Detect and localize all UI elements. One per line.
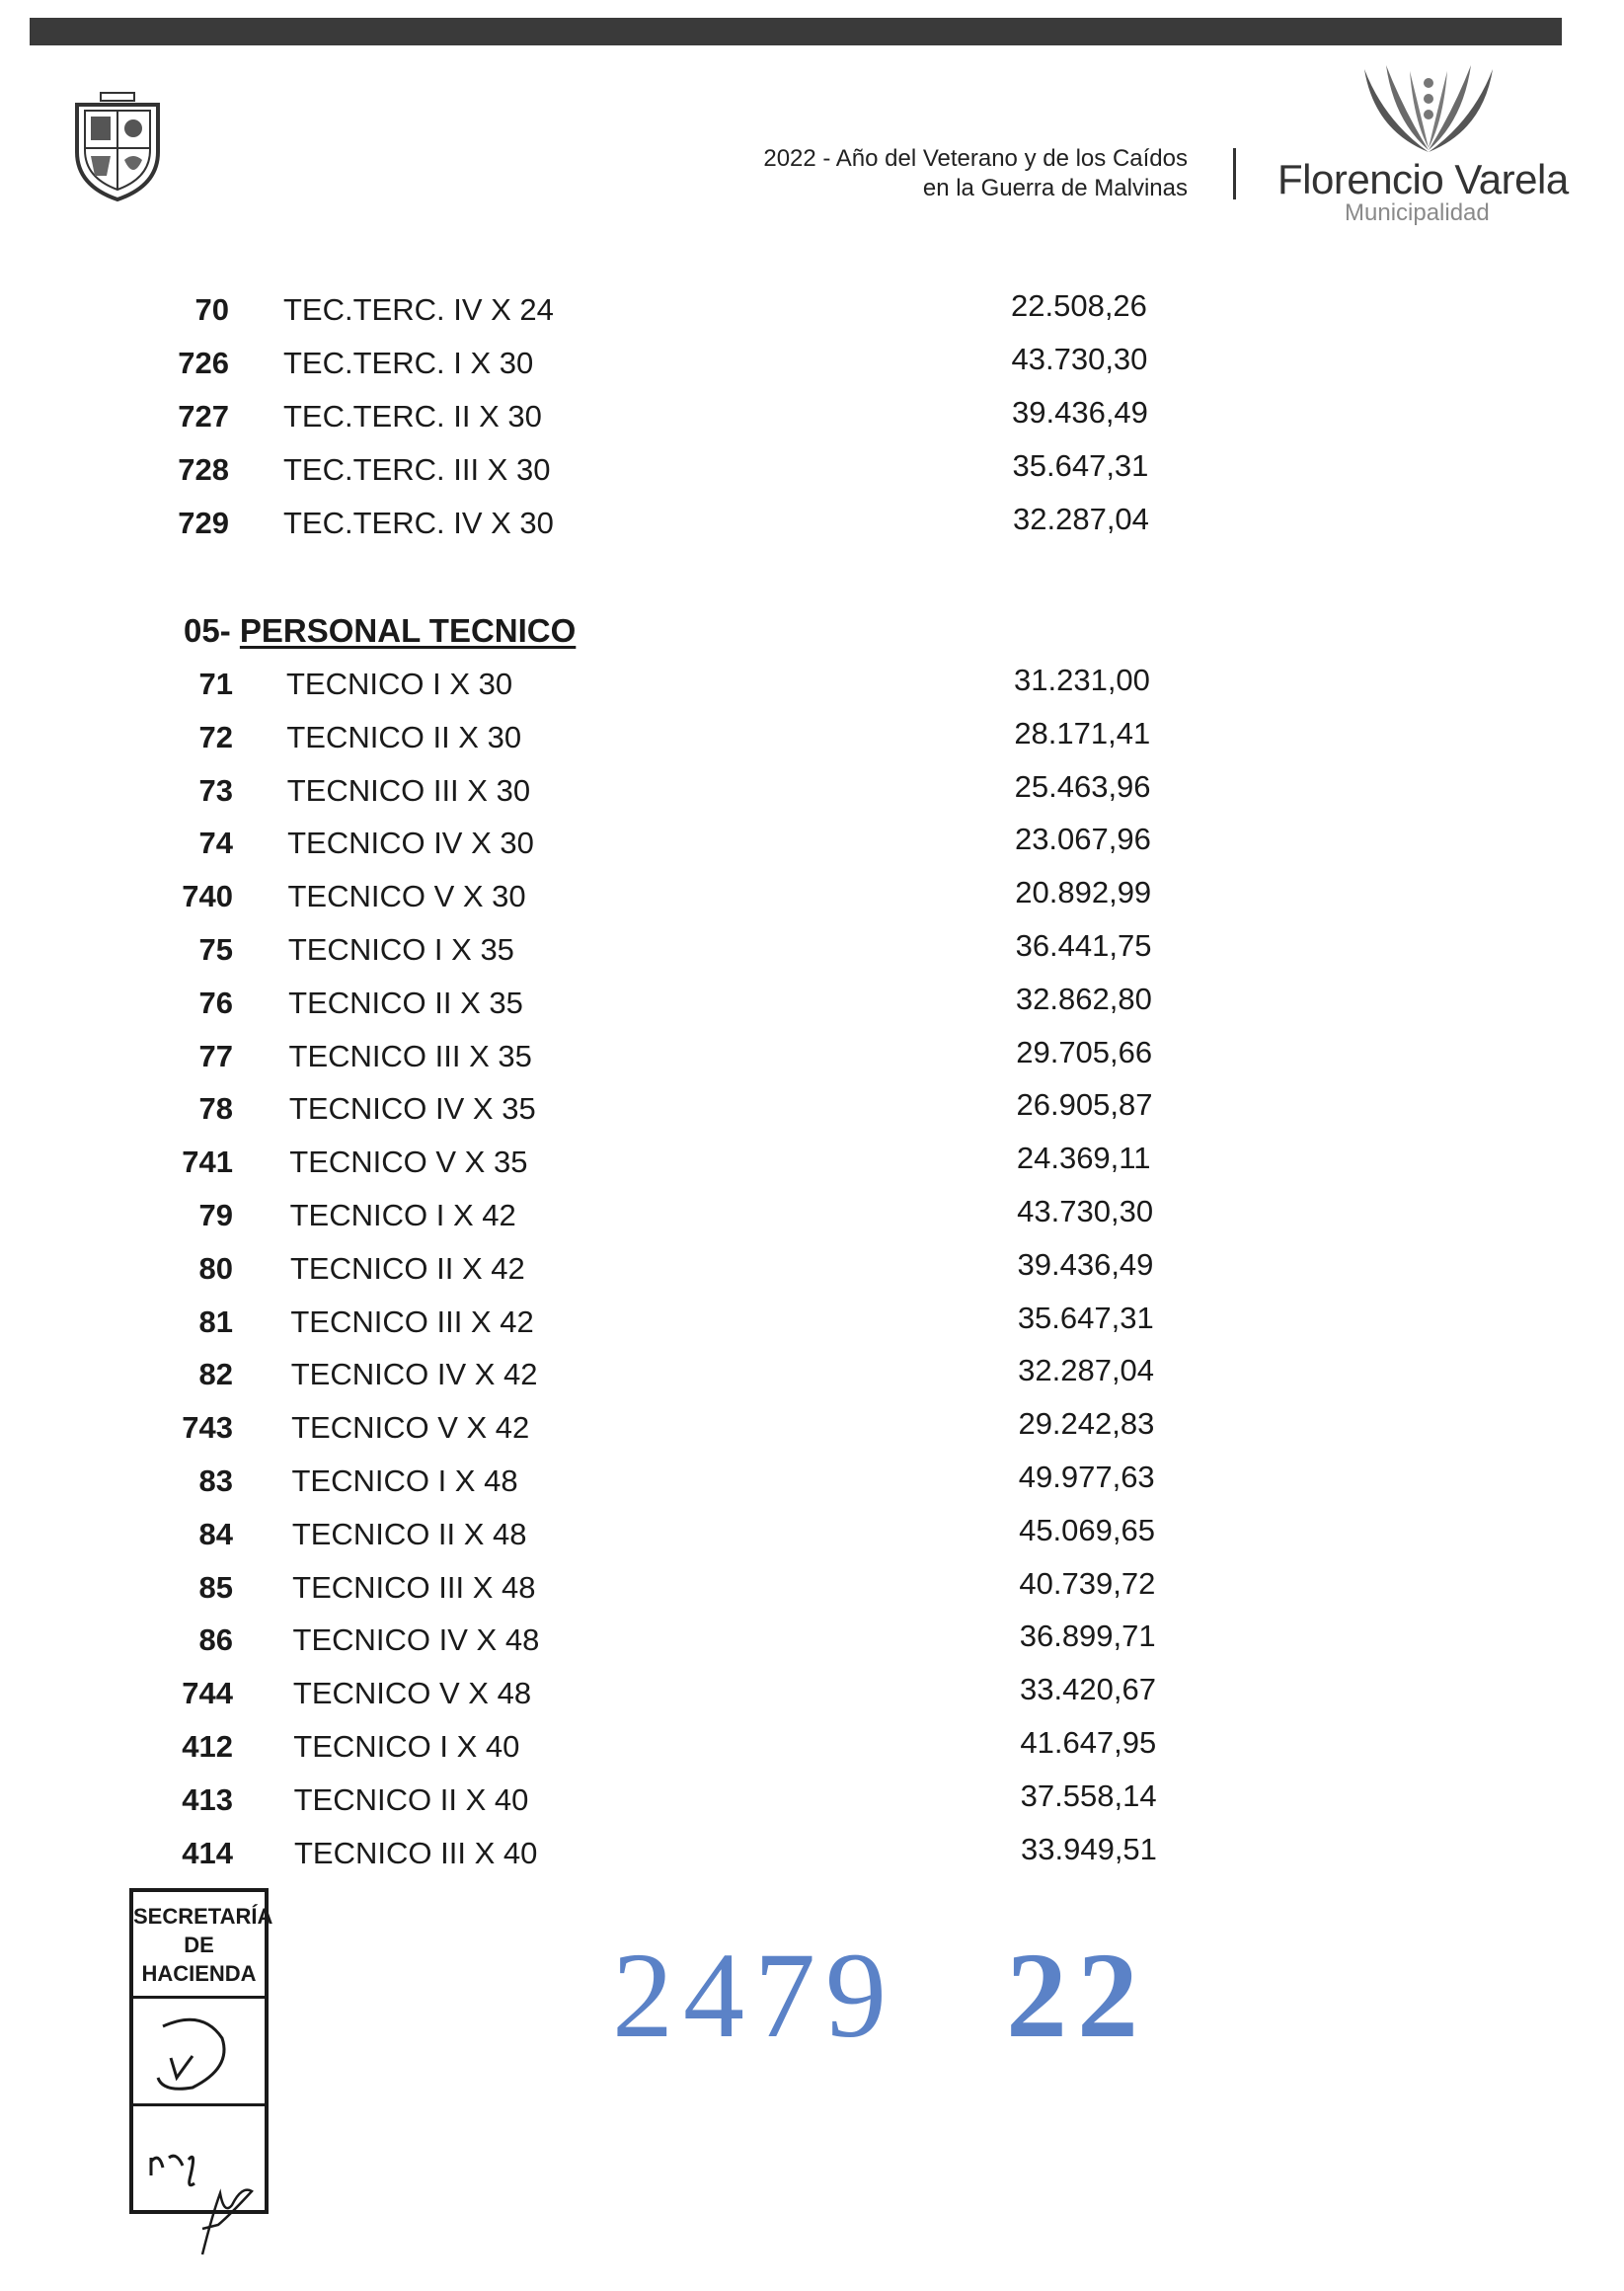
table-row (0, 930, 1624, 970)
table-row (0, 290, 1624, 330)
header-divider (1233, 148, 1236, 199)
row-amount: 45.069,65 (1019, 1512, 1155, 1547)
row-description: TECNICO V X 48 (292, 1676, 532, 1711)
table-row (0, 1300, 1624, 1342)
section-number: 05- (184, 612, 231, 649)
table-row (0, 1143, 1624, 1182)
table-row (0, 1512, 1624, 1554)
row-code: 77 (198, 1038, 233, 1073)
row-description: TECNICO I X 42 (289, 1198, 516, 1232)
row-amount: 33.949,51 (1021, 1831, 1157, 1866)
row-code: 414 (182, 1835, 233, 1870)
document-number: 2479 (612, 1928, 896, 2063)
row-amount: 24.369,11 (1016, 1141, 1151, 1176)
row-amount: 32.287,04 (1013, 502, 1149, 536)
table-row (0, 1780, 1624, 1820)
table-row (0, 1674, 1624, 1713)
table-row (0, 1620, 1624, 1660)
row-code: 726 (178, 346, 229, 380)
section-heading (184, 610, 576, 652)
row-amount: 20.892,99 (1015, 875, 1152, 910)
row-amount: 29.705,66 (1016, 1034, 1153, 1069)
table-row (0, 1089, 1624, 1129)
slogan-line-2: en la Guerra de Malvinas (922, 175, 1188, 201)
table-row (0, 1565, 1624, 1608)
row-description: TECNICO II X 48 (291, 1516, 527, 1551)
row-description: TECNICO II X 35 (288, 985, 523, 1020)
row-amount: 22.508,26 (1011, 288, 1147, 323)
row-code: 71 (198, 667, 233, 701)
row-description: TEC.TERC. III X 30 (283, 452, 551, 487)
stamp-line-2: DE (184, 1933, 214, 1957)
row-amount: 49.977,63 (1018, 1460, 1155, 1494)
row-code: 79 (198, 1198, 233, 1232)
table-row (0, 715, 1624, 757)
row-code: 740 (182, 879, 233, 914)
row-code: 74 (198, 826, 233, 861)
row-description: TECNICO I X 35 (287, 932, 514, 967)
stamp-signature-box (133, 2106, 265, 2205)
row-code: 413 (182, 1781, 233, 1817)
row-description: TECNICO IV X 30 (287, 826, 534, 861)
row-amount: 35.647,31 (1012, 448, 1149, 483)
row-description: TEC.TERC. IV X 24 (283, 292, 554, 327)
table-row (0, 665, 1624, 704)
row-description: TECNICO IV X 35 (288, 1091, 536, 1127)
row-amount: 40.739,72 (1019, 1565, 1156, 1601)
row-code: 85 (198, 1569, 233, 1605)
row-description: TECNICO II X 30 (286, 719, 522, 754)
row-description: TECNICO IV X 42 (290, 1357, 538, 1392)
table-row (0, 1246, 1624, 1289)
brand-subtitle: Municipalidad (1345, 199, 1490, 226)
table-row (0, 1408, 1624, 1448)
row-code: 743 (182, 1410, 233, 1446)
top-bar (30, 18, 1562, 45)
stamp-text (133, 1892, 273, 1999)
row-amount: 33.420,67 (1020, 1672, 1156, 1707)
row-amount: 41.647,95 (1020, 1725, 1157, 1760)
row-amount: 43.730,30 (1011, 342, 1148, 376)
row-amount: 32.862,80 (1015, 981, 1152, 1016)
row-description: TEC.TERC. IV X 30 (283, 506, 554, 540)
row-code: 83 (198, 1463, 233, 1498)
stamp-line-3: HACIENDA (141, 1961, 257, 1986)
row-code: 744 (182, 1676, 233, 1711)
row-description: TECNICO III X 40 (294, 1835, 538, 1870)
row-amount: 25.463,96 (1014, 768, 1151, 804)
row-code: 72 (198, 719, 233, 754)
row-amount: 32.287,04 (1018, 1353, 1155, 1388)
row-amount: 29.242,83 (1018, 1406, 1155, 1442)
stamp-line-1: SECRETARÍA (133, 1904, 273, 1929)
municipal-crest-icon (71, 91, 164, 201)
table-row (0, 1831, 1624, 1873)
table-row (0, 1462, 1624, 1501)
table-row (0, 504, 1624, 543)
header-slogan (763, 144, 1188, 203)
row-description: TECNICO III X 35 (288, 1038, 532, 1073)
row-amount: 36.899,71 (1019, 1619, 1156, 1654)
row-code: 741 (182, 1145, 233, 1180)
table-row (0, 981, 1624, 1023)
row-code: 78 (198, 1091, 233, 1127)
table-row (0, 1355, 1624, 1394)
row-amount: 31.231,00 (1014, 663, 1150, 697)
row-code: 70 (194, 292, 229, 327)
table-row (0, 450, 1624, 490)
row-description: TECNICO II X 42 (290, 1250, 525, 1286)
table-row (0, 344, 1624, 383)
brand-name: Florencio Varela (1277, 156, 1569, 202)
row-amount: 28.171,41 (1014, 715, 1151, 750)
row-amount: 37.558,14 (1020, 1778, 1157, 1813)
row-description: TECNICO I X 48 (291, 1463, 518, 1498)
row-code: 82 (198, 1357, 233, 1392)
row-amount: 43.730,30 (1017, 1194, 1154, 1228)
row-code: 81 (198, 1304, 233, 1339)
row-code: 84 (198, 1516, 233, 1551)
row-description: TEC.TERC. II X 30 (283, 399, 542, 434)
stamp-initials-box (133, 1999, 265, 2106)
row-amount: 39.436,49 (1012, 395, 1148, 430)
row-code: 76 (198, 985, 233, 1020)
row-amount: 26.905,87 (1016, 1087, 1153, 1123)
row-description: TEC.TERC. I X 30 (283, 346, 534, 380)
row-amount: 23.067,96 (1014, 822, 1151, 857)
row-code: 73 (198, 772, 233, 808)
document-number-stamp (612, 1926, 1148, 2066)
table-row (0, 397, 1624, 436)
row-code: 86 (198, 1622, 233, 1658)
table-row (0, 824, 1624, 863)
table-row (0, 877, 1624, 916)
row-description: TECNICO III X 42 (290, 1304, 534, 1339)
row-description: TECNICO III X 30 (286, 772, 531, 808)
slogan-line-1: 2022 - Año del Veterano y de los Caídos (763, 145, 1188, 172)
table-row (0, 1727, 1624, 1767)
row-code: 80 (198, 1250, 233, 1286)
row-description: TECNICO II X 40 (293, 1781, 529, 1817)
row-description: TECNICO V X 42 (291, 1410, 530, 1446)
row-description: TECNICO III X 48 (292, 1569, 536, 1605)
row-code: 727 (178, 399, 229, 434)
document-year: 22 (1006, 1928, 1148, 2063)
row-code: 728 (178, 452, 229, 487)
row-amount: 36.441,75 (1015, 928, 1152, 963)
row-amount: 39.436,49 (1017, 1246, 1154, 1282)
row-code: 412 (182, 1729, 233, 1764)
handwritten-initials-icon (133, 1999, 265, 2103)
row-code: 75 (198, 932, 233, 967)
table-row (0, 1196, 1624, 1235)
row-description: TECNICO IV X 48 (292, 1622, 540, 1658)
row-code: 729 (178, 506, 229, 540)
row-description: TECNICO I X 40 (293, 1729, 520, 1764)
row-description: TECNICO V X 30 (287, 879, 526, 914)
hacienda-stamp (129, 1888, 273, 2214)
table-row (0, 1034, 1624, 1076)
table-row (0, 768, 1624, 811)
florencio-varela-logo-icon (1354, 61, 1503, 160)
row-description: TECNICO V X 35 (289, 1145, 528, 1180)
section-title: PERSONAL TECNICO (239, 612, 577, 649)
handwritten-signature-icon (133, 2106, 311, 2235)
row-description: TECNICO I X 30 (286, 667, 513, 701)
row-amount: 35.647,31 (1017, 1300, 1154, 1335)
